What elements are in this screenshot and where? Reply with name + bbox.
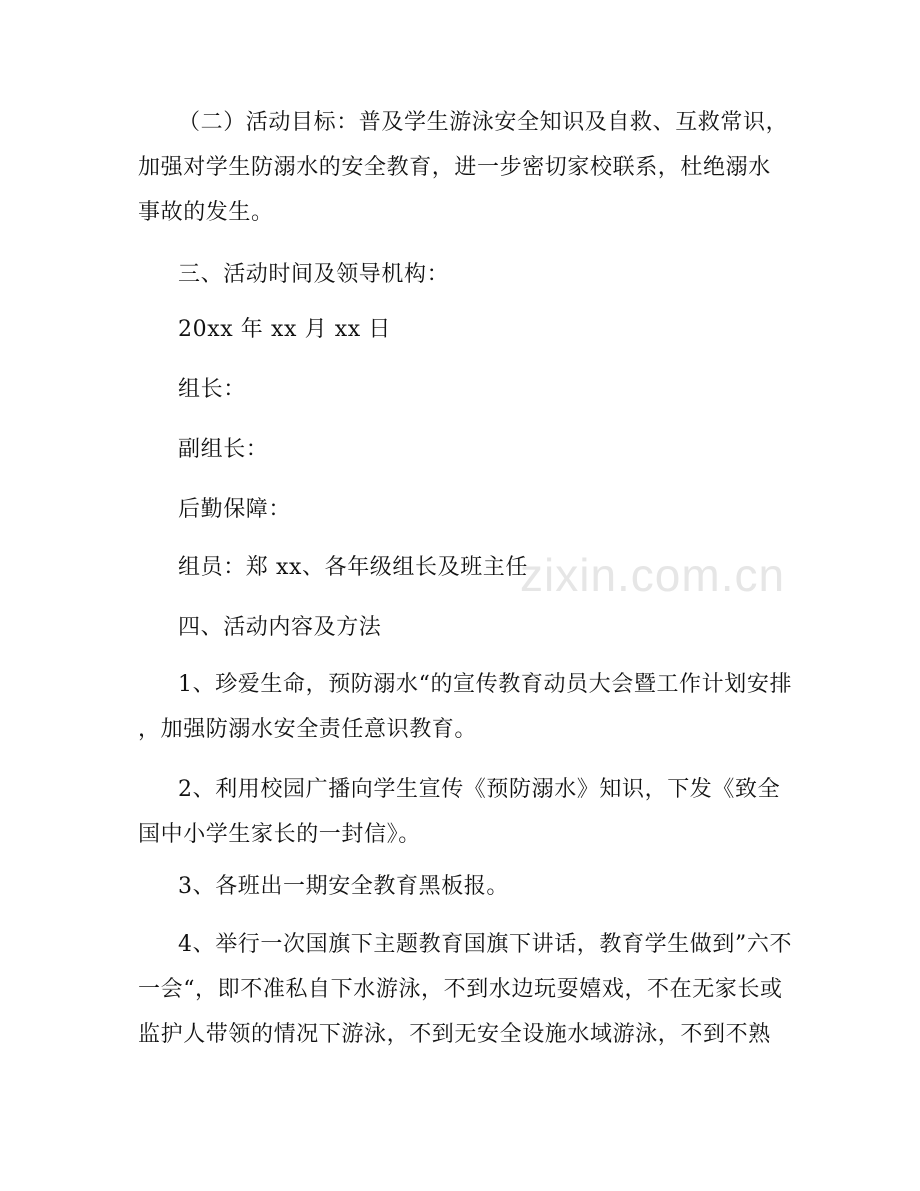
group-leader [138,367,790,412]
group-members [138,545,790,590]
list-item-2 [138,767,790,857]
text-line: 4、举行一次国旗下主题教育国旗下讲话，教育学生做到”六不 [178,932,793,957]
watermark: zixin.com.cn [520,549,786,601]
list-item-1 [138,662,793,752]
list-item-3 [138,864,790,909]
text-line: 一会“，即不准私自下水游泳，不到水边玩耍嬉戏，不在无家长或 [138,977,783,1002]
paragraph-goal [138,100,790,235]
text-line: 20xx 年 xx 月 xx 日 [178,317,392,342]
text-line: 加强对学生防溺水的安全教育，进一步密切家校联系，杜绝溺水 [138,155,771,180]
text-line: 监护人带领的情况下游泳，不到无安全设施水域游泳，不到不熟 [138,1022,771,1047]
text-line: 副组长： [178,437,269,462]
text-line: 后勤保障： [178,497,292,522]
text-line: 事故的发生。 [138,200,274,225]
section-heading-4 [138,605,790,650]
text-line: 1、珍爱生命，预防溺水“的宣传教育动员大会暨工作计划安排 [178,672,793,697]
text-line: （二）活动目标：普及学生游泳安全知识及自救、互救常识， [178,110,789,135]
text-line: 国中小学生家长的一封信》。 [138,822,421,847]
text-line: ，加强防溺水安全责任意识教育。 [138,717,478,742]
text-line: 组员：郑 xx、各年级组长及班主任 [178,555,529,580]
text-line: 2、利用校园广播向学生宣传《预防溺水》知识，下发《致全 [178,777,781,802]
text-line: 组长： [178,377,246,402]
text-line: 四、活动内容及方法 [178,615,382,640]
text-line: 三、活动时间及领导机构： [178,262,450,287]
text-line: 3、各班出一期安全教育黑板报。 [178,874,509,899]
section-heading-3 [138,252,790,297]
vice-group-leader [138,427,790,472]
activity-date [138,307,790,352]
list-item-4 [138,922,793,1057]
logistics [138,487,790,532]
